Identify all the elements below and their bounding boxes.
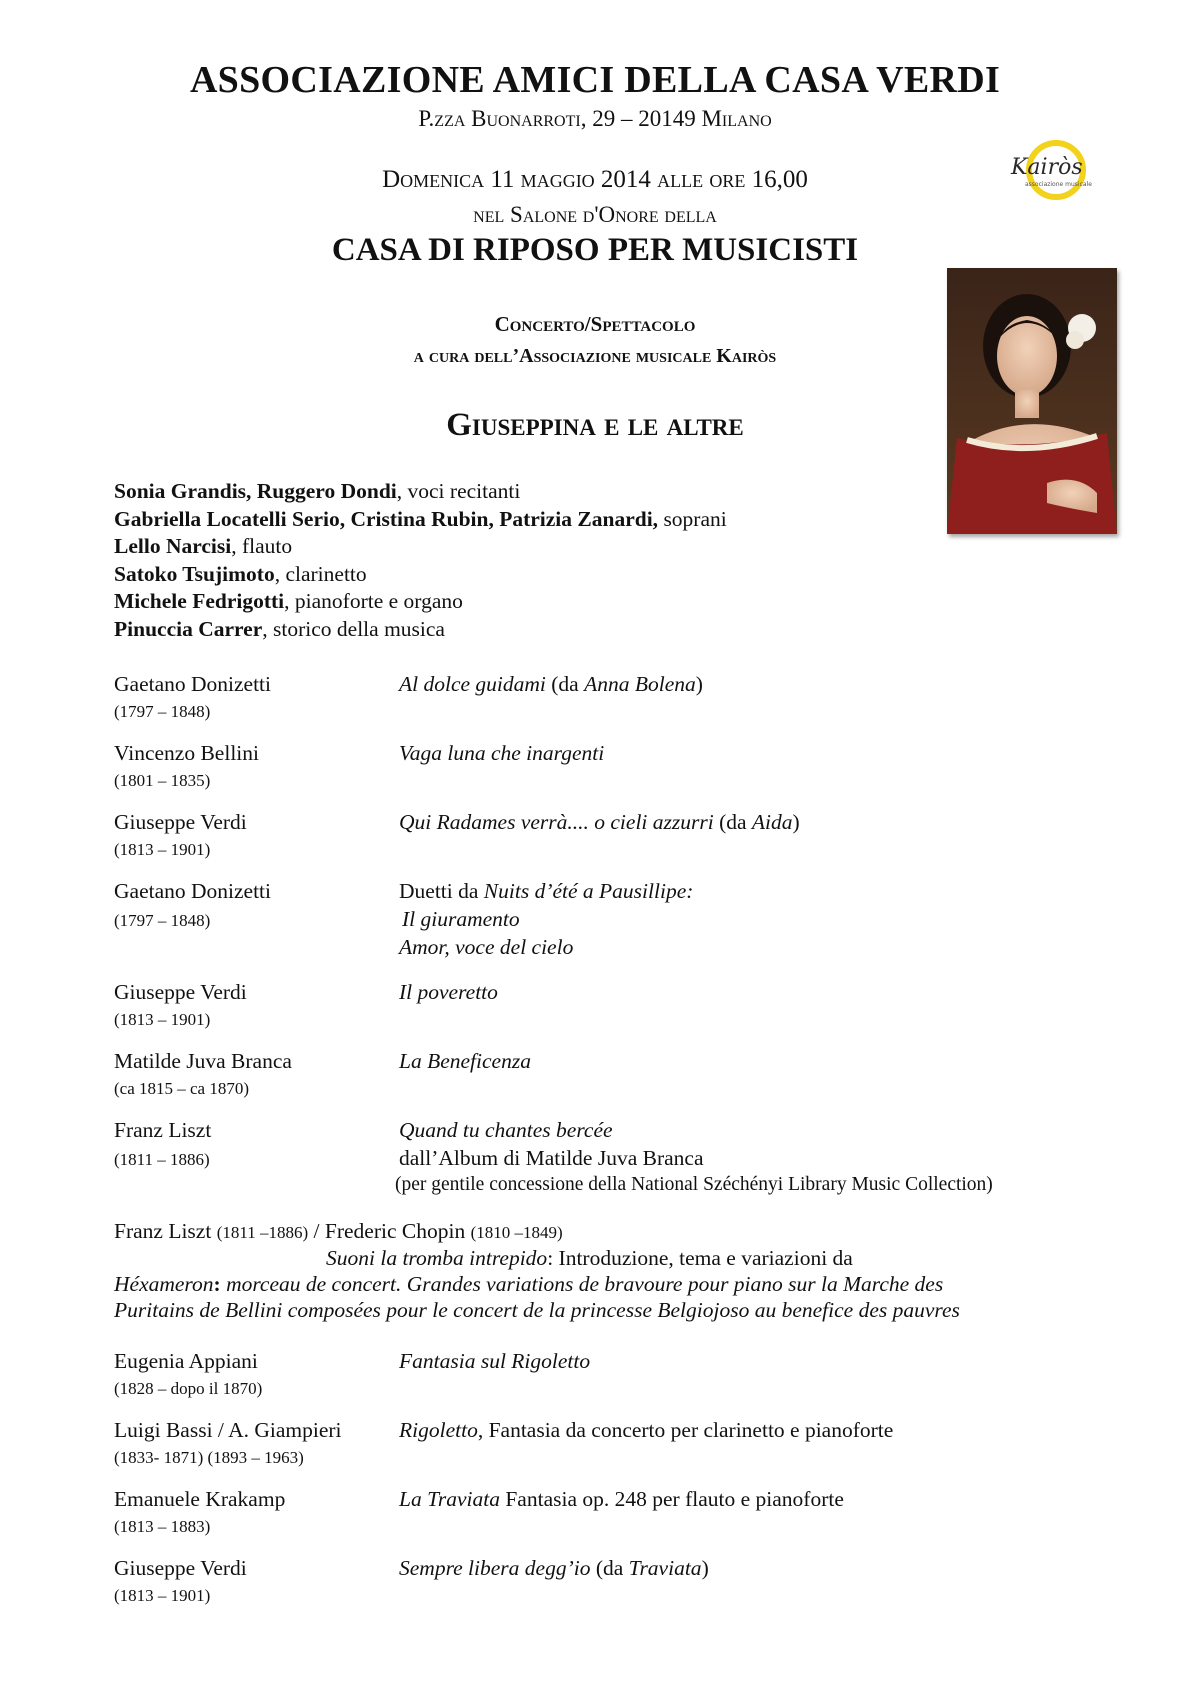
work-line [399,1146,704,1171]
work-italic: Suoni la tromba intrepido [326,1246,548,1270]
work-italic: Traviata [628,1556,702,1580]
performer-line [114,506,727,534]
work-title [399,1349,590,1374]
performer-names: Pinuccia Carrer [114,616,263,641]
composer-name: Giuseppe Verdi [114,980,247,1004]
composer-years: (1828 – dopo il 1870) [114,1379,263,1398]
composer-name: Gaetano Donizetti [114,879,272,903]
performer-line [114,533,727,561]
hexameron-line2 [114,1272,1114,1297]
work-italic: Fantasia sul Rigoletto [399,1349,591,1373]
work-italic: Il poveretto [399,980,498,1004]
composer-years: (1813 – 1901) [114,840,211,859]
composer-name: Luigi Bassi / A. Giampieri [114,1418,342,1442]
composer-years: (ca 1815 – ca 1870) [114,1079,250,1098]
performer-line [114,616,727,644]
work-italic: Nuits d’été a Pausillipe: [483,879,694,903]
performer-names: Satoko Tsujimoto [114,561,275,586]
work-title [399,741,604,766]
separator: / [308,1219,325,1243]
performer-line [114,561,727,589]
composer-years: (1797 – 1848) [114,911,211,930]
composer-name: Eugenia Appiani [114,1349,258,1373]
work-italic: La Beneficenza [399,1049,531,1073]
event-organizer: a cura dell’Associazione musicale Kairòs [413,345,777,367]
work-line [395,1174,993,1196]
performer-role: soprani [658,506,727,531]
event-type: Concerto/Spettacolo [494,312,696,336]
composer-name: Franz Liszt [114,1219,212,1243]
work-title [399,810,800,835]
work-italic: Quand tu chantes bercée [399,1118,613,1142]
work-italic: Anna Bolena [584,672,696,696]
work-note: (per gentile concessione della National Széchényi Library Music Collection) [395,1174,993,1195]
composer-name: Frederic Chopin [324,1219,466,1243]
performer-names: Michele Fedrigotti [114,589,285,613]
work-italic: Rigoletto [399,1418,478,1442]
svg-text:associazione musicale: associazione musicale [1025,181,1092,188]
work-line [402,907,520,932]
performer-names: Lello Narcisi [114,534,232,558]
composer-name: Giuseppe Verdi [114,810,247,834]
portrait-painting [947,268,1117,534]
work-text: , Fantasia da concerto per clarinetto e pianoforte [477,1418,894,1442]
hexameron-item [114,1219,1114,1323]
work-text: Duetti da [399,879,484,903]
composer-years: (1810 –1849) [470,1223,563,1242]
association-address: P.zza Buonarroti, 29 – 20149 Milano [418,106,772,131]
composer-name: Matilde Juva Branca [114,1049,292,1073]
venue-line: nel Salone d'Onore della [473,202,717,227]
work-text: ) [695,672,703,696]
work-title [399,1118,613,1143]
event-date: Domenica 11 maggio 2014 alle ore 16,00 [382,166,808,193]
composer-years: (1833- 1871) (1893 – 1963) [114,1448,304,1467]
work-italic: La Traviata [399,1487,500,1511]
composer-years: (1797 – 1848) [114,702,211,721]
composer-name: Vincenzo Bellini [114,741,259,765]
work-italic: Il giuramento [402,907,520,931]
work-italic: Héxameron [114,1272,214,1296]
composer-years: (1813 – 1883) [114,1517,211,1536]
work-text: ) [701,1556,709,1580]
hexameron-title [326,1246,1114,1271]
work-italic: morceau de concert. Grandes variations de bravoure pour piano sur la Marche des [220,1272,944,1296]
composer-years: (1811 –1886) [216,1223,309,1242]
work-text: : [213,1272,221,1296]
performer-line [114,588,727,616]
work-italic: Qui Radames verrà.... o cieli azzurri [399,810,714,834]
performer-names: Sonia Grandis, Ruggero Dondi [114,479,397,503]
work-title [399,1049,531,1074]
performer-role: , pianoforte e organo [284,589,463,613]
work-italic: Al dolce guidami [399,672,546,696]
performer-role: , storico della musica [262,616,445,641]
work-italic: Amor, voce del cielo [399,935,574,959]
work-text: Fantasia op. 248 per flauto e pianoforte [499,1487,844,1511]
work-italic: Vaga luna che inargenti [399,741,605,765]
hexameron-composers [114,1219,1114,1244]
work-text: : Introduzione, tema e variazioni da [547,1246,853,1270]
performers-list [114,478,727,643]
work-text: ) [792,810,800,834]
work-title [399,1487,844,1512]
work-line [399,935,573,960]
performer-role: , voci recitanti [396,479,521,503]
composer-name: Gaetano Donizetti [114,672,272,696]
composer-years: (1813 – 1901) [114,1586,211,1605]
performer-role: , clarinetto [274,561,367,586]
work-text: (da [545,672,585,696]
svg-text:Kairòs: Kairòs [1011,155,1083,180]
performer-line [114,478,727,506]
work-title [399,1556,709,1581]
composer-years: (1801 – 1835) [114,771,211,790]
venue-name: CASA DI RIPOSO PER MUSICISTI [331,232,859,268]
work-title [399,1418,893,1443]
performer-role: , flauto [231,534,293,558]
composer-name: Emanuele Krakamp [114,1487,286,1511]
composer-name: Giuseppe Verdi [114,1556,247,1580]
work-text: (da [713,810,752,834]
work-italic: Sempre libera degg’io [399,1556,591,1580]
composer-years: (1811 – 1886) [114,1150,210,1169]
work-italic: Aida [751,810,793,834]
work-text: (da [590,1556,629,1580]
kairos-logo [1003,138,1109,202]
work-text: dall’Album di Matilde Juva Branca [399,1146,704,1170]
hexameron-line3 [114,1298,1114,1323]
work-title [399,672,703,697]
show-title: Giuseppina e le altre [446,407,744,443]
work-italic: Puritains de Bellini composées pour le concert de la princesse Belgiojoso au benefice des pauvres [114,1298,960,1322]
work-title [399,879,693,904]
composer-years: (1813 – 1901) [114,1010,211,1029]
work-title [399,980,498,1005]
performer-names: Gabriella Locatelli Serio, Cristina Rubin, Patrizia Zanardi, [114,506,659,531]
composer-name: Franz Liszt [114,1118,212,1142]
association-title: ASSOCIAZIONE AMICI DELLA CASA VERDI [189,59,1001,101]
